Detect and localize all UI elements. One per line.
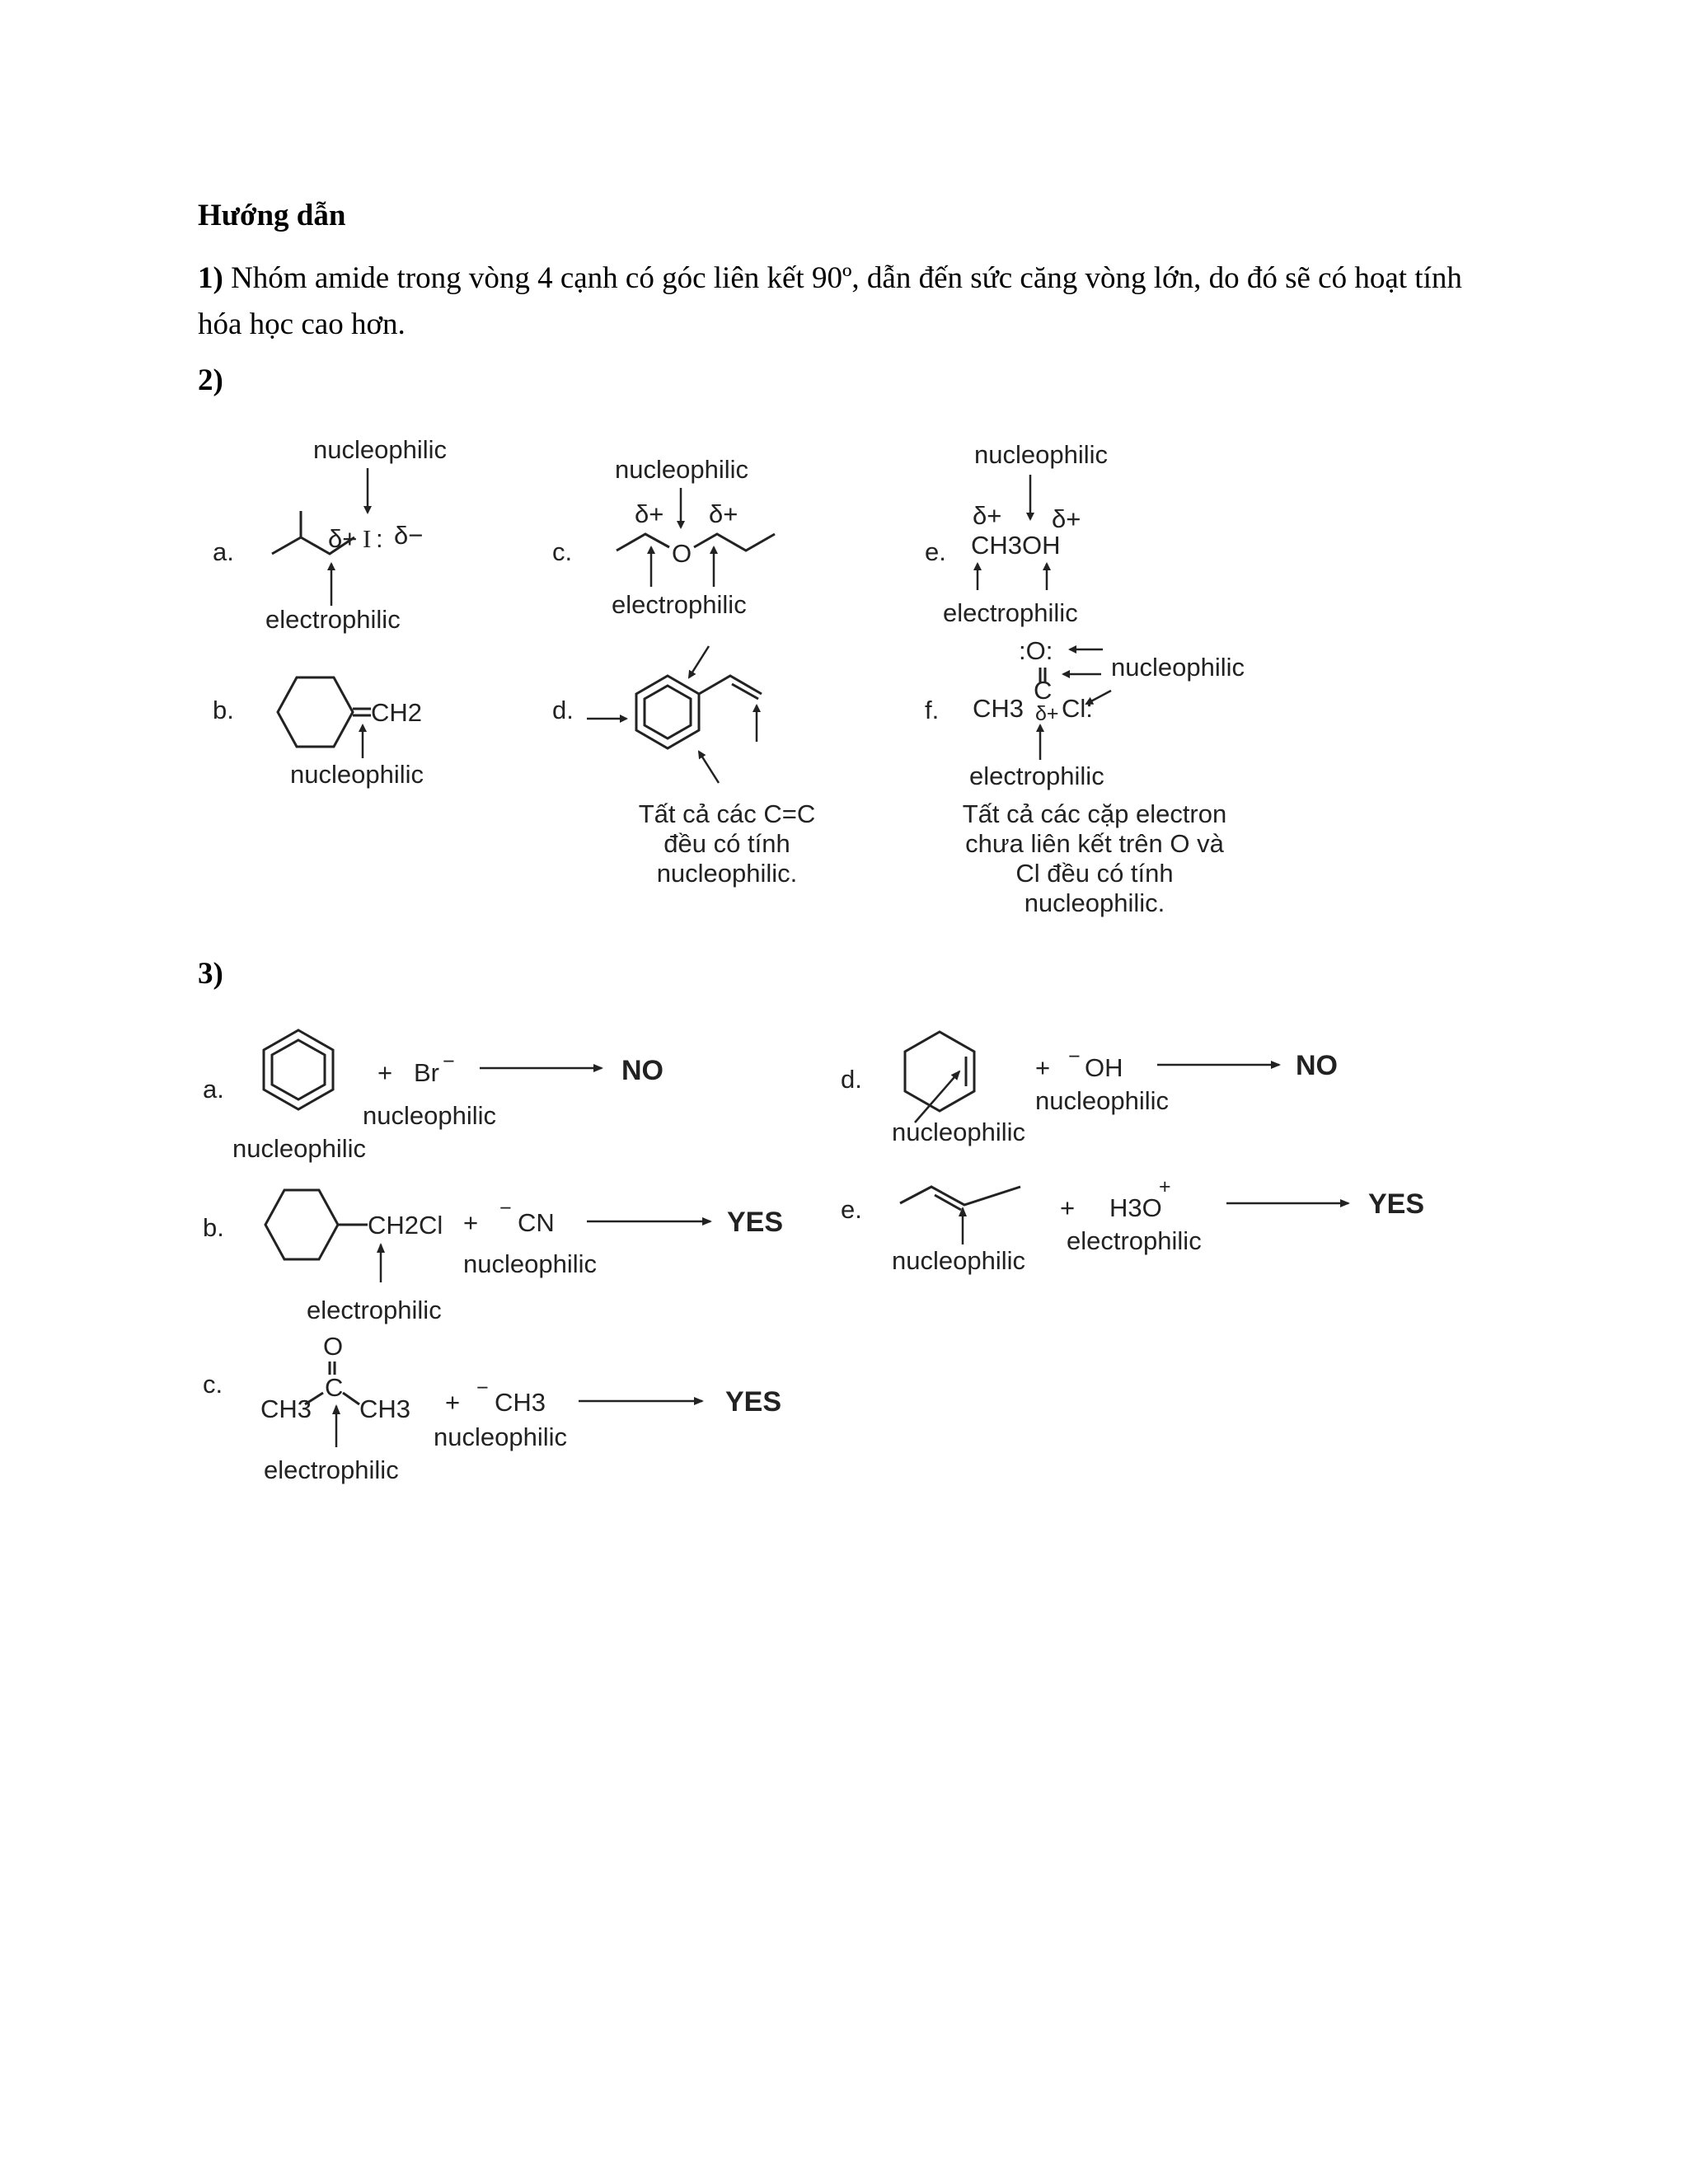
a3-reagent-nucleophilic: nucleophilic (363, 1101, 496, 1130)
b3-plus: + (463, 1208, 479, 1237)
label-2b: b. (213, 696, 234, 724)
f-nucleophilic: nucleophilic (1111, 653, 1245, 682)
d-note-line2: đều có tính (663, 829, 790, 858)
label-3b: b. (203, 1213, 224, 1242)
c3-bond-right (343, 1393, 359, 1404)
label-3e: e. (841, 1195, 862, 1224)
f-oxygen: :O: (1019, 636, 1053, 665)
c3-electrophilic: electrophilic (264, 1455, 399, 1484)
c3-plus: + (445, 1388, 461, 1417)
answer-1-text: Nhóm amide trong vòng 4 cạnh có góc liên kết 90º, dẫn đến sức căng vòng lớn, do đó sẽ có hoạt tính hóa học cao hơn. (198, 261, 1462, 341)
label-2e: e. (925, 537, 946, 566)
f-electrophilic: electrophilic (969, 762, 1104, 790)
a3-result: NO (621, 1055, 663, 1086)
c-electrophilic: electrophilic (612, 590, 747, 619)
e-delta-plus-right: δ+ (1052, 504, 1081, 533)
e-delta-plus-left: δ+ (973, 501, 1002, 530)
b3-charge: − (499, 1197, 512, 1220)
c-nucleophilic: nucleophilic (615, 455, 748, 484)
e-electrophilic: electrophilic (943, 598, 1078, 627)
a-iodine: I (363, 524, 372, 553)
b3-result: YES (727, 1207, 784, 1238)
f-note-line1: Tất cả các cặp electron (962, 799, 1227, 828)
e3-result: YES (1368, 1188, 1425, 1220)
f-carbon: C (1034, 676, 1053, 705)
c3-charge: − (476, 1376, 489, 1399)
d3-cyclohexene-ring (905, 1032, 974, 1111)
label-2c: c. (552, 537, 573, 566)
label-3a: a. (203, 1075, 224, 1104)
label-2a: a. (213, 537, 234, 566)
f-note-line4: nucleophilic. (1024, 888, 1165, 917)
section-3-title: 3) (198, 957, 223, 991)
c3-reagent: CH3 (495, 1388, 546, 1417)
e3-alkene (900, 1187, 1020, 1205)
e3-reagent: H3O (1109, 1193, 1162, 1222)
e3-plus: + (1060, 1193, 1076, 1222)
a3-substrate-nucleophilic: nucleophilic (232, 1134, 366, 1163)
b3-electrophilic: electrophilic (307, 1296, 442, 1324)
a3-plus: + (377, 1058, 393, 1087)
a3-reagent: Br (414, 1058, 439, 1087)
d3-nuc-arrow (915, 1071, 959, 1122)
label-3c: c. (203, 1370, 223, 1399)
a-delta-minus: δ− (394, 521, 424, 550)
a-electrophilic: electrophilic (265, 605, 401, 634)
label-3d: d. (841, 1065, 862, 1094)
e3-charge: + (1159, 1175, 1171, 1198)
c3-ch3-left: CH3 (260, 1394, 312, 1423)
d3-plus: + (1035, 1053, 1051, 1082)
d3-charge: − (1068, 1045, 1081, 1068)
d3-reagent-nucleophilic: nucleophilic (1035, 1086, 1169, 1115)
d3-substrate-nucleophilic: nucleophilic (892, 1118, 1025, 1146)
a-nucleophilic: nucleophilic (313, 435, 447, 464)
label-2f: f. (925, 696, 940, 724)
f-ch3: CH3 (973, 694, 1025, 723)
c-oxygen: O (672, 539, 692, 568)
page-heading: Hướng dẫn (198, 199, 346, 232)
d-note-line3: nucleophilic. (656, 859, 798, 888)
b3-cyclohexane-ring (265, 1190, 338, 1259)
b-ch2: CH2 (371, 698, 423, 727)
f-chlorine: Cl: (1062, 694, 1093, 723)
f-note-line2: chưa liên kết trên O và (965, 829, 1224, 858)
c3-carbon: C (325, 1373, 344, 1402)
a-lone-pair: : (376, 524, 383, 553)
b3-reagent: CN (518, 1208, 555, 1237)
answer-1-number: 1) (198, 261, 223, 295)
c3-reagent-nucleophilic: nucleophilic (434, 1422, 567, 1451)
c-delta-plus-right: δ+ (709, 499, 738, 528)
c3-oxygen: O (323, 1332, 344, 1361)
f-delta-plus: δ+ (1035, 702, 1059, 725)
section-2-title: 2) (198, 363, 223, 397)
d3-result: NO (1296, 1050, 1338, 1081)
c3-ch3-right: CH3 (359, 1394, 411, 1423)
e3-substrate-nucleophilic: nucleophilic (892, 1246, 1025, 1275)
b3-ch2cl: CH2Cl (368, 1211, 443, 1240)
e3-reagent-electrophilic: electrophilic (1067, 1226, 1202, 1255)
c3-result: YES (725, 1386, 782, 1418)
a3-inner-ring (272, 1040, 325, 1099)
a3-charge: − (443, 1050, 455, 1073)
b3-reagent-nucleophilic: nucleophilic (463, 1249, 597, 1278)
e-nucleophilic: nucleophilic (974, 440, 1108, 469)
b-nucleophilic: nucleophilic (290, 760, 424, 789)
e-formula: CH3OH (971, 531, 1061, 560)
a3-benzene-ring (264, 1030, 333, 1109)
d-note-line1: Tất cả các C=C (638, 799, 816, 828)
a-delta-plus: δ+ (328, 524, 358, 553)
d3-reagent: OH (1085, 1053, 1123, 1082)
label-2d: d. (552, 696, 574, 724)
c-delta-plus-left: δ+ (635, 499, 664, 528)
f-note-line3: Cl đều có tính (1015, 859, 1174, 888)
